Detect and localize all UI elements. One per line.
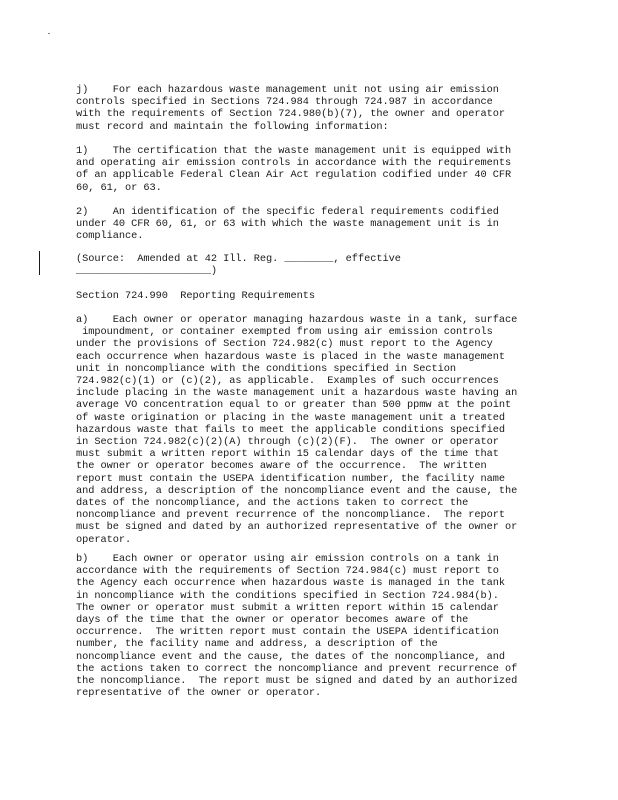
paragraph-j: j) For each hazardous waste management unit not using air emission controls specified in Sections 724.984 through 724.987 in accordance with the requirements of Section 724.980(b)(7), the owner and operator must record and maintain the following information:	[76, 84, 506, 133]
source-note: (Source: Amended at 42 Ill. Reg. ________, effective ______________________)	[76, 253, 401, 278]
scan-speck	[48, 33, 50, 34]
section-heading: Section 724.990 Reporting Requirements	[76, 290, 316, 302]
revision-margin-bar	[39, 251, 40, 275]
paragraph-b: b) Each owner or operator using air emission controls on a tank in accordance with the requirements of Section 724.984(c) must report to the Agency each occurrence when hazardous waste is managed in the tank in noncompliance with the conditions specified in Section 724.984(b). The owner or operator must submit a written report within 15 calendar days of the time that the owner or operator becomes aware of the occurrence. The written report must contain the USEPA identification number, the facility name and address, a description of the noncompliance event and the cause, the dates of the noncompliance, and the actions taken to correct the noncompliance and prevent recurrence of the noncompliance. The report must be signed and dated by an authorized representative of the owner or operator.	[76, 553, 518, 700]
paragraph-j-item-1: 1) The certification that the waste management unit is equipped with and operating air emission controls in accordance with the requirements of an applicable Federal Clean Air Act regulation codified under 40 CFR 60, 61, or 63.	[76, 145, 512, 194]
paragraph-j-item-2: 2) An identification of the specific federal requirements codified under 40 CFR 60, 61, or 63 with which the waste management unit is in compliance.	[76, 206, 499, 243]
paragraph-a: a) Each owner or operator managing hazardous waste in a tank, surface impoundment, or container exempted from using air emission controls under the provisions of Section 724.982(c) must report to the Agency each occurrence when hazardous waste is placed in the waste management unit in noncompliance with the conditions specified in Section 724.982(c)(1) or (c)(2), as applicable. Examples of such occurrences include placing in the waste management unit a hazardous waste having an average VO concentration equal to or greater than 500 ppmw at the point of waste origination or placing in the waste management unit a treated hazardous waste that fails to meet the applicable conditions specified in Section 724.982(c)(2)(A) through (c)(2)(F). The owner or operator must submit a written report within 15 calendar days of the time that the owner or operator becomes aware of the occurrence. The written report must contain the USEPA identification number, the facility name and address, a description of the noncompliance event and the cause, the dates of the noncompliance, and the actions taken to correct the noncompliance and prevent recurrence of the noncompliance. The report must be signed and dated by an authorized representative of the owner or operator.	[76, 314, 518, 546]
